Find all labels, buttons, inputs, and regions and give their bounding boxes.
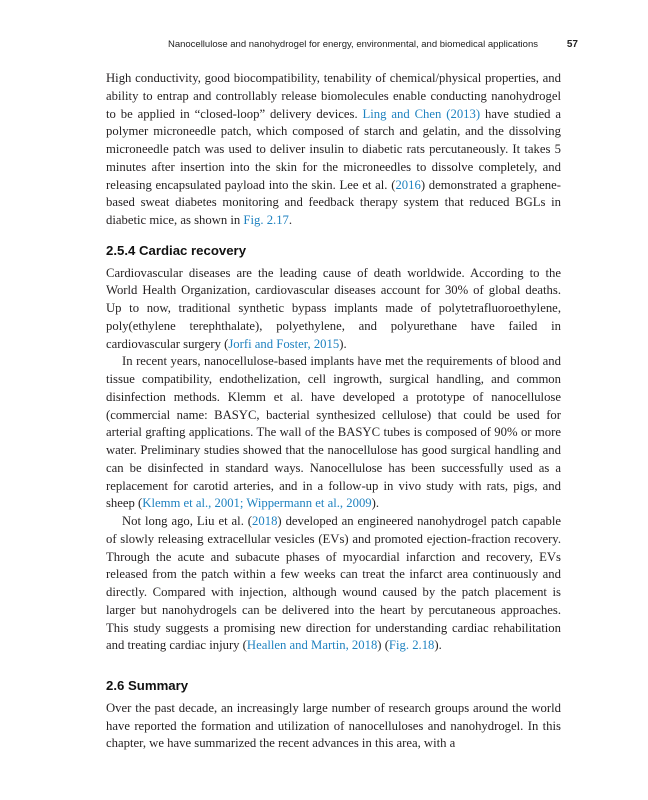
text-run: have studied a polymer microneedle patch, which composed of starch and gelatin, and the dissolving microneedle patch was used to deliver insulin to diabetic rats percutaneously. It takes 5 minutes after insertion into the skin for the microneedles to dissolve completely, and releasing encapsulated payload into the skin. Lee et al. ( (106, 106, 561, 192)
paragraph (106, 353, 561, 513)
figure-link[interactable]: Fig. 2.18 (388, 638, 435, 653)
figure-link[interactable]: Fig. 2.17 (243, 213, 289, 227)
page-number: 57 (566, 39, 578, 50)
page-body (106, 70, 561, 753)
text-run: ). (339, 336, 347, 351)
text-run: . (288, 213, 293, 227)
text-run: Cardiovascular diseases are the leading cause of death worldwide. According to the World Health Organization, cardiovascular diseases account for 30% of global deaths. Up to now, traditional synthetic bypass implants made of polytetrafluoroethylene, poly(ethylene terephthalate), polyethylene, and polyurethane have failed in cardiovascular surgery ( (106, 265, 561, 351)
running-title: Nanocellulose and nanohydrogel for energy, environmental, and biomedical applications (167, 39, 538, 50)
running-header (106, 39, 578, 55)
section-heading-cardiac-recovery: 2.5.4 Cardiac recovery (106, 242, 247, 258)
text-run: ) ( (377, 638, 389, 653)
citation-link[interactable]: Klemm et al., 2001; Wippermann et al., 2009 (142, 496, 372, 511)
paragraph: Over the past decade, an increasingly large number of research groups around the world have reported the formation and utilization of nanocelluloses and nanohydrogel. In this chapter, we have summarized the recent advances in this area, with a (106, 700, 561, 751)
text-run: Not long ago, Liu et al. ( (122, 514, 253, 528)
text-run: ). (371, 496, 380, 511)
citation-link[interactable]: 2018 (252, 514, 278, 528)
citation-link[interactable]: 2016 (395, 177, 421, 192)
text-run: ) demonstrated a graphene-based sweat diabetes monitoring and feedback therapy system that reduced BGLs in diabetic mice, as shown in (106, 177, 561, 227)
citation-link[interactable]: Ling and Chen (2013) (362, 106, 481, 121)
text-run: ) developed an engineered nanohydrogel patch capable of slowly releasing extracellular vesicles (EVs) and promoted ejection-fraction recovery. Through the acute and subacute phases of myocardial infarction and recovery, EVs released from the patch within a few weeks can treat the infarct area continuously and directly. Compared with injection, although wound caused by the patch placement is larger but nanohydrogels can be delivered into the heart by percutaneous approaches. This study suggests a promising new direction for understanding cardiac rehabilitation and treating cardiac injury ( (106, 514, 561, 653)
paragraph-intro (106, 70, 561, 230)
citation-link[interactable]: Heallen and Martin, 2018 (246, 638, 378, 653)
citation-link[interactable]: Jorfi and Foster, 2015 (228, 336, 340, 351)
text-run: High conductivity, good biocompatibility, tenability of chemical/physical properties, and ability to entrap and controllably release biomolecules enable conducting nanohydrogel to be applied in “closed-loop” delivery devices. (106, 71, 561, 121)
section-heading-summary: 2.6 Summary (106, 678, 189, 693)
paragraph (106, 513, 561, 655)
paragraph (106, 265, 561, 354)
text-run: In recent years, nanocellulose-based implants have met the requirements of blood and tissue compatibility, endothelization, cell ingrowth, surgical handling, and common disinfection methods. Klemm et al. have developed a prototype of nanocellulose (commercial name: BASYC, bacterial synthesized cellulose) that could be used for arterial grafting applications. The wall of the BASYC tubes is composed of 90% or more water. Preliminary studies showed that the nanocellulose has good surgical handling and can be disinfected in standard ways. Nanocellulose has been successfully used as a replacement for carotid arteries, and in a follow-up in vivo study with rats, pigs, and sheep ( (106, 354, 561, 511)
text-run: ). (434, 638, 442, 653)
